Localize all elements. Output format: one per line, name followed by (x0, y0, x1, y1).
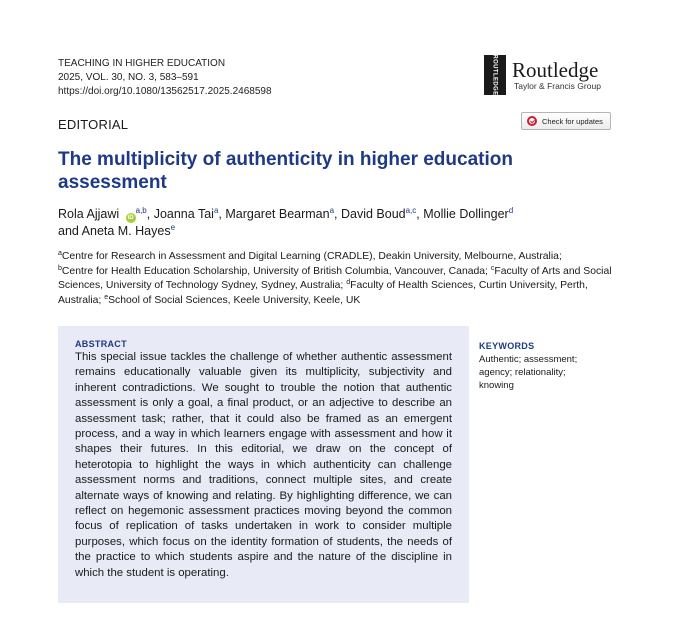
routledge-logo-icon (484, 55, 506, 95)
orcid-icon[interactable]: iD (127, 215, 134, 221)
affiliation-text: Centre for Health Education Scholarship, University of British Columbia, Vancouver, Canada; (61, 265, 488, 277)
affiliation-mark: e (104, 293, 109, 301)
abstract-heading: ABSTRACT (75, 339, 127, 349)
affiliation-text: Centre for Research in Assessment and Digital Learning (CRADLE), Deakin University, Melbourne, Australia; (61, 251, 562, 262)
journal-doi[interactable]: https://doi.org/10.1080/13562517.2025.2468598 (58, 86, 272, 97)
affiliation-mark: d (346, 279, 351, 286)
author-name[interactable]: Margaret Bearman (225, 207, 330, 221)
check-for-updates-label: Check for updates (542, 116, 603, 126)
author-affiliation-mark: a,c (405, 206, 417, 215)
abstract-text: This special issue tackles the challenge of whether authentic assessment remains educationally valuable given its multiplicity, subjectivity and inherent contradictions. We sought to trouble the notion that authentic assessment is only a goal, a final product, or an adjective to describe an assessment task; rather, that it could also be framed as an emergent process, and a way in which learners engage with assessment and how it shapes their futures. In this editorial, we draw on the concept of heterotopia to highlight the ways in which authenticity can challenge assessment norms and traditions, connect multiple sites, and create alternate ways of knowing and relating. By highlighting difference, we can reflect on hegemonic assessment practices moving beyond the common focus of replication of tasks undertaken in work to consider multiple purposes, which focus on the identity formation of students, the needs of the practice to which students aspire and the nature of the discipline in which the student is operating. (75, 351, 452, 579)
affiliation-mark: a (58, 250, 62, 257)
affiliation-text: Faculty of Health Sciences, Curtin University, Perth, Australia; (58, 280, 588, 306)
article-title: The multiplicity of authenticity in higher education assessment (58, 149, 513, 193)
affiliations (58, 250, 628, 308)
journal-name: TEACHING IN HIGHER EDUCATION (58, 58, 226, 69)
affiliation-mark: b (58, 264, 62, 272)
keywords-heading: KEYWORDS (479, 341, 535, 351)
publisher-subtitle: Taylor & Francis Group (514, 80, 601, 91)
author-name[interactable]: Mollie Dollinger (423, 207, 509, 221)
affiliation-mark: c (490, 264, 495, 272)
affiliation-text: Faculty of Arts and Social Sciences, University of Technology Sydney, Sydney, Australia; (58, 265, 612, 291)
check-for-updates-icon (527, 116, 537, 126)
section-label: EDITORIAL (58, 117, 129, 132)
author-list: Rola Ajjawi iD$^{a,b}$, Joanna Tai$^a$, Margaret Bearman$^a$, David Boud$^{a,c}$, Mollie Dollinger$^d$ and Aneta M. Hayes$^e$ (58, 206, 514, 238)
author-name[interactable]: Aneta M. Hayes (81, 224, 171, 238)
author-affiliation-mark: a (329, 206, 335, 215)
author-name[interactable]: David Boud (340, 207, 406, 221)
affiliation-text: School of Social Sciences, Keele University, Keele, UK (108, 294, 361, 306)
check-for-updates-button[interactable] (521, 112, 611, 130)
author-affiliation-mark: d (508, 206, 514, 215)
keywords-text: Authentic; assessment; agency; relationality; knowing (479, 354, 578, 391)
author-affiliation-mark: a (213, 206, 219, 215)
journal-issue: 2025, VOL. 30, NO. 3, 583–591 (58, 72, 199, 83)
author-affiliation-mark: a,b (135, 206, 147, 215)
publisher-mark-text: ROUTLEDGE (492, 54, 498, 96)
author-conjunction: and (58, 224, 79, 238)
author-name[interactable]: Joanna Tai (153, 207, 214, 221)
publisher-logo[interactable] (484, 55, 601, 95)
author-name[interactable]: Rola Ajjawi (58, 207, 120, 221)
journal-info (58, 57, 272, 99)
author-affiliation-mark: e (170, 223, 176, 232)
publisher-name: Routledge (512, 57, 599, 82)
